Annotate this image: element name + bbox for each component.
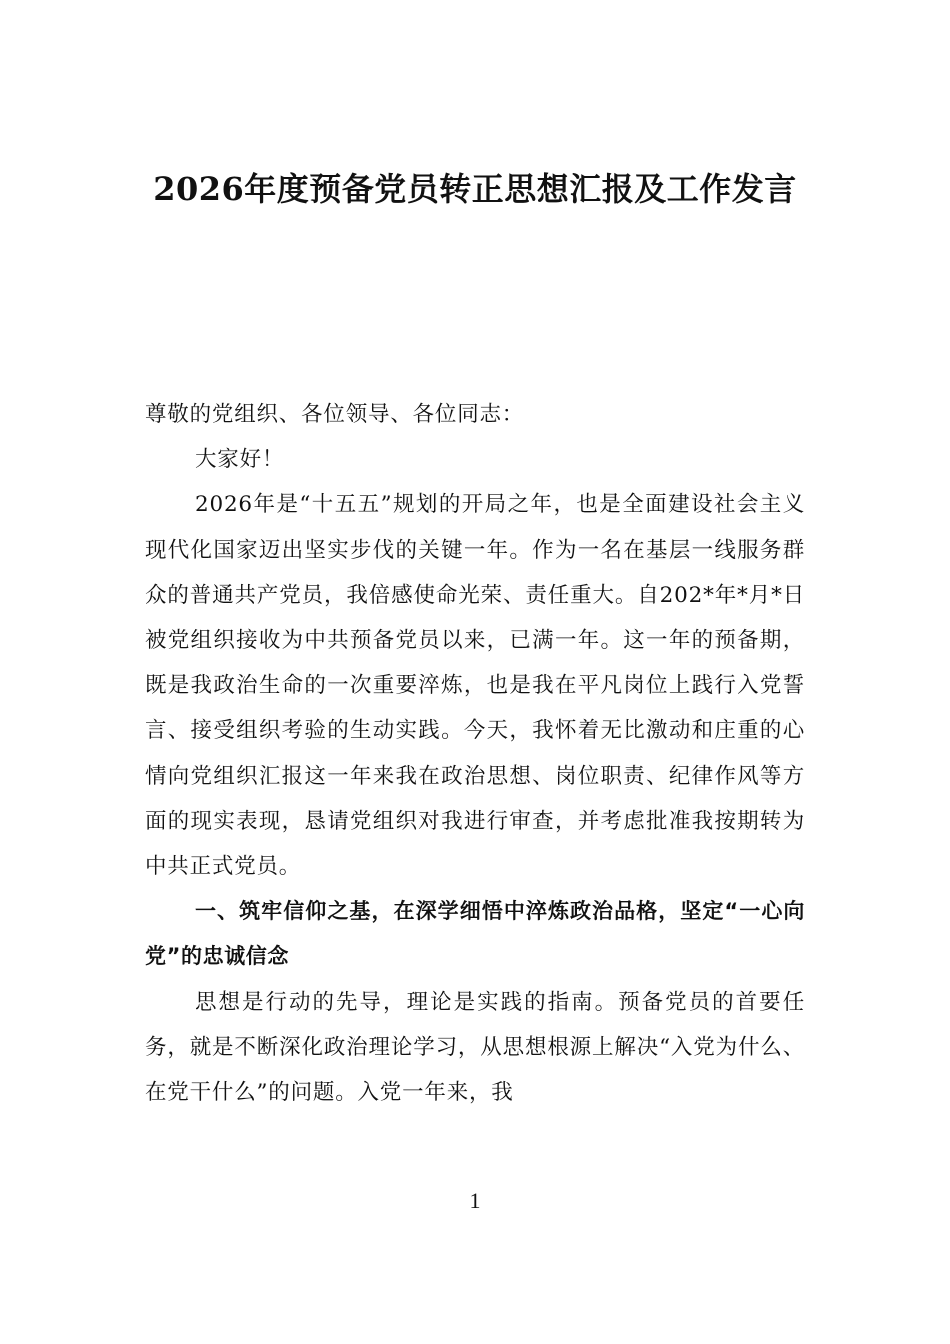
section-heading: 一、筑牢信仰之基，在深学细悟中淬炼政治品格，坚定“一心向党”的忠诚信念 <box>145 899 805 969</box>
section-paragraph: 思想是行动的先导，理论是实践的指南。预备党员的首要任务，就是不断深化政治理论学习，从思想根源上解决“入党为什么、在党干什么”的问题。入党一年来，我 <box>145 989 805 1106</box>
document-title: 2026年度预备党员转正思想汇报及工作发言 <box>153 170 797 208</box>
document-body <box>145 392 805 1115</box>
page-number: 1 <box>469 1188 481 1213</box>
salutation: 尊敬的党组织、各位领导、各位同志： <box>145 402 525 427</box>
intro-paragraph: 2026年是“十五五”规划的开局之年，也是全面建设社会主义现代化国家迈出坚实步伐的关键一年。作为一名在基层一线服务群众的普通共产党员，我倍感使命光荣、责任重大。自202*年*月*日被党组织接收为中共预备党员以来，已满一年。这一年的预备期，既是我政治生命的一次重要淬炼，也是我在平凡岗位上践行入党誓言、接受组织考验的生动实践。今天，我怀着无比激动和庄重的心情向党组织汇报这一年来我在政治思想、岗位职责、纪律作风等方面的现实表现，恳请党组织对我进行审查，并考虑批准我按期转为中共正式党员。 <box>145 492 805 880</box>
greeting: 大家好！ <box>195 447 285 473</box>
